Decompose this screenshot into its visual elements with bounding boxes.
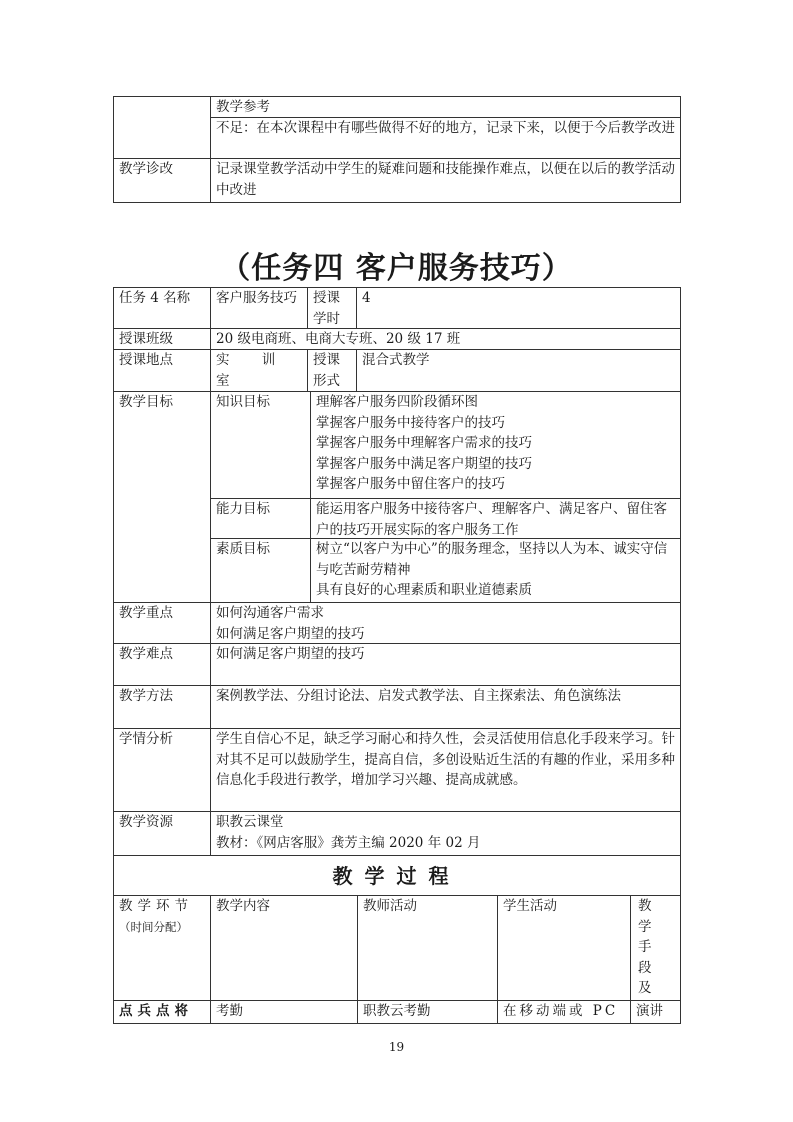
class-label: 授课班级	[119, 331, 173, 347]
key-points-items	[210, 602, 680, 643]
resource-item: 教材：《网店客服》龚芳主编 2020 年 02 月	[216, 834, 481, 851]
knowledge-item: 理解客户服务四阶段循环图	[316, 394, 478, 410]
knowledge-label: 知识目标	[216, 394, 270, 410]
process-row-means: 演讲	[636, 1003, 663, 1019]
key-points-label: 教学重点	[119, 605, 173, 621]
diagnosis-value: 记录课堂教学活动中学生的疑难问题和技能操作难点，以便在以后的教学活动中改进	[216, 161, 675, 198]
process-row-content: 考勤	[216, 1003, 243, 1019]
class-value: 20 级电商班、电商大专班、20 级 17 班	[216, 331, 461, 347]
process-title: 教学过程	[332, 864, 461, 888]
analysis-label: 学情分析	[119, 731, 173, 747]
header-stage-label: 教学环节	[119, 898, 193, 914]
task-name-value: 客户服务技巧	[216, 290, 297, 306]
methods-value: 案例教学法、分组讨论法、启发式教学法、自主探索法、角色演练法	[216, 688, 621, 704]
methods-label: 教学方法	[119, 688, 173, 704]
section-title: （任务四 客户服务技巧）	[220, 251, 573, 286]
form-label: 授课形式	[313, 352, 340, 389]
resources-label: 教学资源	[119, 814, 173, 830]
quality-item: 树立“以客户为中心”的服务理念，坚持以人为本、诚实守信与吃苦耐劳精神	[316, 541, 668, 578]
knowledge-item: 掌握客户服务中理解客户需求的技巧	[316, 435, 532, 451]
ability-text: 能运用客户服务中接待客户、理解客户、满足客户、留住客户的技巧开展实际的客户服务工作	[316, 501, 667, 538]
knowledge-item: 掌握客户服务中接待客户的技巧	[316, 414, 505, 431]
header-means: 教学手段及	[638, 898, 658, 996]
analysis-value: 学生自信心不足，缺乏学习耐心和持久性，会灵活使用信息化手段来学习。针对其不足可以鼓励学生，提高自信，多创设贴近生活的有趣的作业，采用多种信息化手段进行教学，增加学习兴趣、提高成就感。	[216, 731, 675, 788]
diagnosis-label: 教学诊改	[119, 161, 173, 177]
resource-item: 职教云课堂	[216, 814, 284, 830]
header-stage-sub: （时间分配）	[119, 919, 188, 934]
knowledge-item: 掌握客户服务中留住客户的技巧	[316, 476, 505, 492]
header-content: 教学内容	[216, 898, 270, 914]
location-value-line1: 实 训 室	[216, 352, 290, 389]
difficulties-value: 如何满足客户期望的技巧	[216, 646, 365, 662]
ability-label: 能力目标	[216, 501, 270, 517]
difficulties-label: 教学难点	[119, 646, 173, 662]
page-number: 19	[388, 1040, 405, 1054]
hours-label: 授课学时	[313, 290, 340, 327]
header-stage	[113, 895, 210, 1000]
process-row-teacher: 职教云考勤	[363, 1003, 431, 1019]
form-value: 混合式教学	[362, 352, 430, 368]
quality-label: 素质目标	[216, 541, 270, 557]
key-point-item: 如何沟通客户需求	[216, 605, 324, 621]
knowledge-item: 掌握客户服务中满足客户期望的技巧	[316, 455, 532, 472]
key-point-item: 如何满足客户期望的技巧	[216, 625, 365, 642]
hours-value: 4	[362, 290, 371, 306]
objectives-label: 教学目标	[119, 394, 173, 410]
location-value	[210, 349, 307, 391]
shortcomings-text: 不足：在本次课程中有哪些做得不好的地方，记录下来，以便于今后教学改进	[216, 120, 675, 136]
knowledge-items	[310, 391, 680, 498]
task-name-label: 任务 4 名称	[119, 290, 191, 306]
header-student: 学生活动	[503, 898, 557, 914]
process-row-stage: 点兵点将	[119, 1003, 193, 1019]
quality-items	[310, 538, 680, 602]
location-label: 授课地点	[119, 352, 173, 368]
teaching-reference-text: 教学参考	[216, 99, 270, 115]
resources-items	[210, 811, 680, 855]
quality-item: 具有良好的心理素质和职业道德素质	[316, 582, 532, 598]
process-row-student: 在移动端或 PC	[503, 1003, 619, 1019]
header-teacher: 教师活动	[363, 898, 417, 914]
